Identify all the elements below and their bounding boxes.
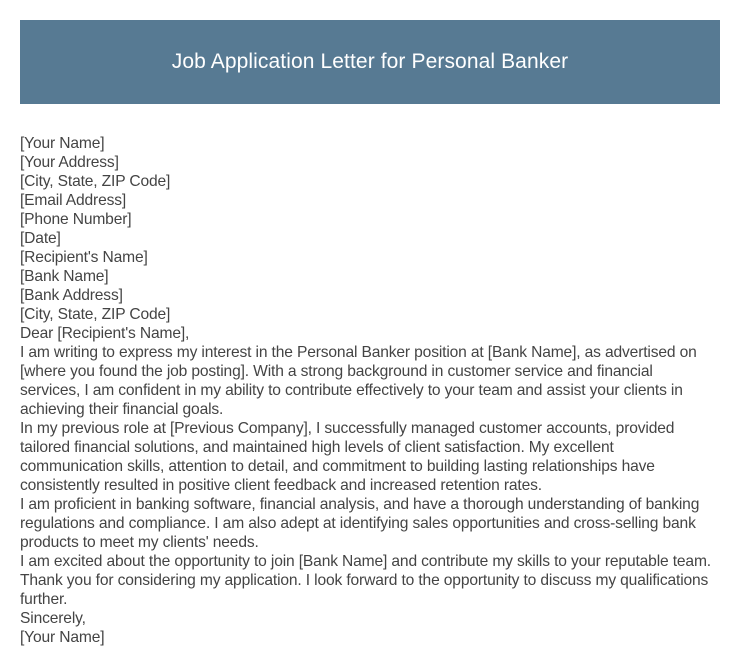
paragraph-skills: I am proficient in banking software, financial analysis, and have a thorough understanding of banking regulations and compliance. I am also adept at identifying sales opportunities and cross-selling bank products to meet my clients' needs. (20, 496, 700, 551)
letter-body (20, 134, 714, 647)
salutation: Dear [Recipient's Name], (20, 325, 190, 342)
page-title: Job Application Letter for Personal Banker (171, 50, 569, 73)
sender-name: [Your Name] (20, 135, 105, 152)
closing: Sincerely, (20, 610, 86, 627)
sender-phone: [Phone Number] (20, 211, 132, 228)
sender-email: [Email Address] (20, 192, 127, 209)
letter-date: [Date] (20, 230, 61, 247)
title-banner (20, 20, 720, 104)
recipient-bank-address: [Bank Address] (20, 287, 123, 304)
signature: [Your Name] (20, 629, 105, 646)
paragraph-intro: I am writing to express my interest in the Personal Banker position at [Bank Name], as advertised on [where you found the job posting]. With a strong background in customer service and financial services, I am confident in my ability to contribute effectively to your team and assist your clients in achieving their financial goals. (20, 344, 697, 418)
recipient-bank-name: [Bank Name] (20, 268, 109, 285)
sender-city-state-zip: [City, State, ZIP Code] (20, 173, 171, 190)
paragraph-closing: I am excited about the opportunity to join [Bank Name] and contribute my skills to your reputable team. Thank you for considering my application. I look forward to the opportunity to discuss my qualifications further. (20, 553, 711, 608)
recipient-name: [Recipient's Name] (20, 249, 148, 266)
recipient-city-state-zip: [City, State, ZIP Code] (20, 306, 171, 323)
paragraph-experience: In my previous role at [Previous Company], I successfully managed customer accounts, provided tailored financial solutions, and maintained high levels of client satisfaction. My excellent communication skills, attention to detail, and commitment to building lasting relationships have consistently resulted in positive client feedback and increased retention rates. (20, 420, 675, 494)
sender-address: [Your Address] (20, 154, 119, 171)
